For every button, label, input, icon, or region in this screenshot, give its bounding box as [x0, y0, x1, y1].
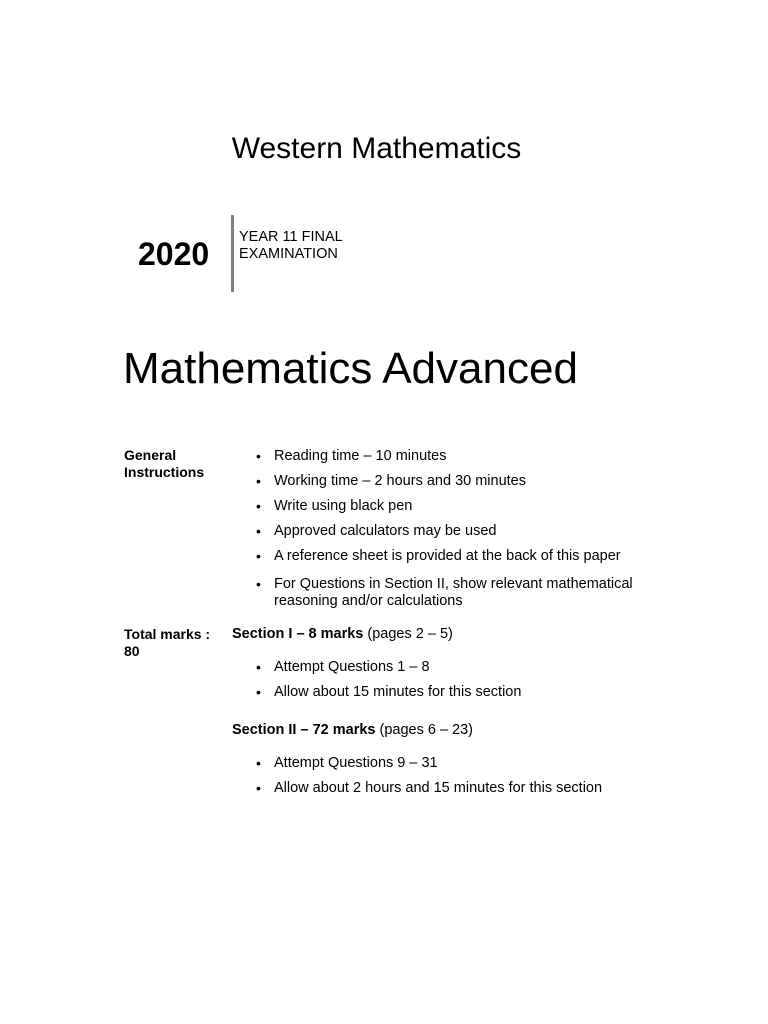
section-2-item: • Attempt Questions 9 – 31 [256, 755, 674, 772]
subject-title: Mathematics Advanced [123, 344, 578, 393]
instruction-item [256, 576, 674, 610]
exam-type-line-2: EXAMINATION [239, 246, 338, 262]
exam-type-label [239, 229, 389, 263]
instruction-item: • A reference sheet is provided at the back of this paper [256, 548, 674, 565]
section-1-title: Section I – 8 marks [232, 626, 364, 642]
section-2-heading [232, 722, 473, 739]
section-2-pages: (pages 6 – 23) [375, 722, 474, 738]
header-divider [231, 215, 234, 292]
total-marks-label-line-1: Total marks : [124, 626, 211, 642]
organisation-title: Western Mathematics [231, 132, 522, 165]
section-2-title: Section II – 72 marks [232, 722, 376, 738]
exam-year: 2020 [138, 236, 210, 272]
instruction-item: • Working time – 2 hours and 30 minutes [256, 473, 674, 490]
general-instructions-label-line-2: Instructions [124, 464, 205, 480]
exam-type-line-1: YEAR 11 FINAL [239, 229, 343, 245]
instruction-item-line-2: reasoning and/or calculations [274, 593, 463, 609]
instruction-item: • Write using black pen [256, 498, 674, 515]
section-1-item: • Allow about 15 minutes for this section [256, 684, 674, 701]
instruction-item-line-1: • For Questions in Section II, show relevant mathematical [274, 576, 633, 592]
section-1-item: • Attempt Questions 1 – 8 [256, 659, 674, 676]
general-instructions-label [124, 447, 224, 481]
section-1-pages: (pages 2 – 5) [363, 626, 453, 642]
section-2-item: • Allow about 2 hours and 15 minutes for this section [256, 780, 674, 797]
general-instructions-label-line-1: General [124, 447, 177, 463]
total-marks-label [124, 626, 224, 660]
instruction-item: • Reading time – 10 minutes [256, 448, 674, 465]
section-1-heading [232, 626, 453, 643]
instruction-item: • Approved calculators may be used [256, 523, 674, 540]
total-marks-value: 80 [124, 643, 140, 659]
